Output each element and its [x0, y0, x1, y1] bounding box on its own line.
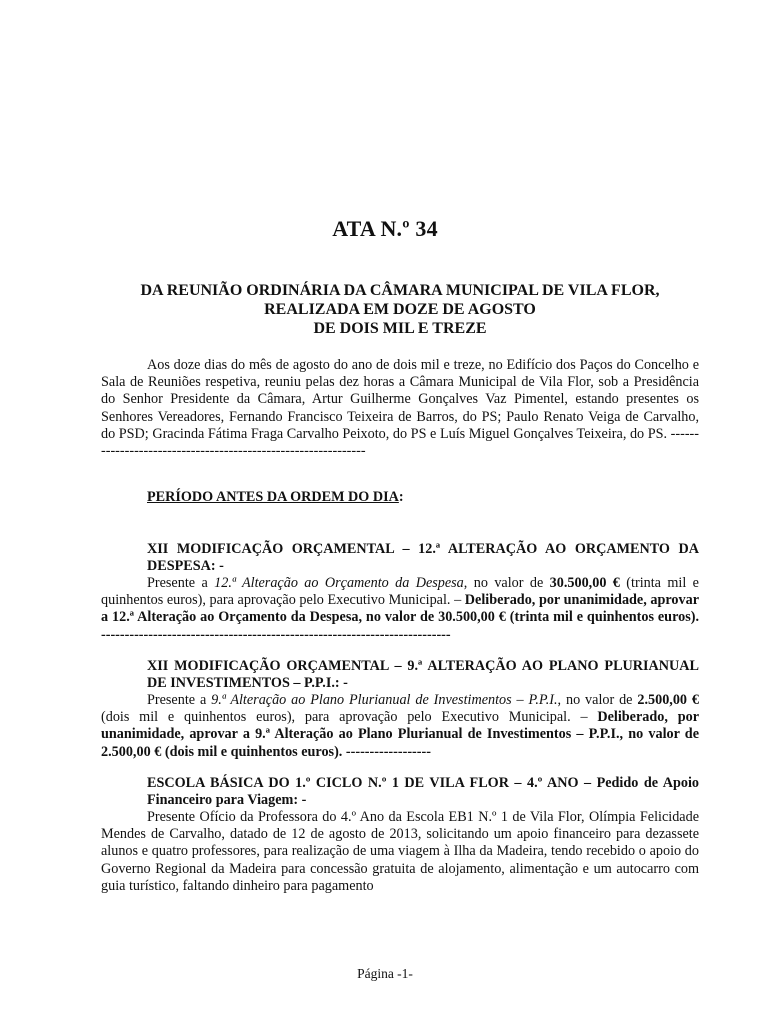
item2-heading: XII MODIFICAÇÃO ORÇAMENTAL – 9.ª ALTERAÇÃO AO PLANO PLURIANUAL DE INVESTIMENTOS – P.P.I.: -: [147, 658, 699, 692]
item2-intro: Presente a: [147, 692, 212, 708]
item1-heading: XII MODIFICAÇÃO ORÇAMENTAL – 12.ª ALTERAÇÃO AO ORÇAMENTO DA DESPESA: -: [147, 541, 699, 575]
item3-paragraph: Presente Ofício da Professora do 4.º Ano da Escola EB1 N.º 1 de Vila Flor, Olímpia Felicidade Mendes de Carvalho, datado de 12 de agosto de 2013, solicitando um apoio financeiro para dezassete alunos e quatro professores, para realização de uma viagem à Ilha da Madeira, tendo recebido o apoio do Governo Regional da Madeira para concessão gratuita de alojamento, alimentação e um autocarro com guia turístico, faltando dinheiro para pagamento: [101, 809, 699, 894]
item2-deliberation: Deliberado, por unanimidade, aprovar a 9.ª Alteração ao Plano Plurianual de Investimentos – P.P.I., no valor de 2.500,00 € (dois mil e quinhentos euros). ------------------: [101, 709, 699, 760]
item1-intro: Presente a: [147, 575, 215, 591]
item2-value: 2.500,00 €: [637, 692, 699, 708]
document-subtitle: [100, 281, 700, 338]
item2-rest: (dois mil e quinhentos euros), para aprovação pelo Executivo Municipal. –: [101, 709, 598, 726]
item1-mid: , no valor de: [463, 575, 550, 591]
opening-paragraph: Aos doze dias do mês de agosto do ano de dois mil e treze, no Edifício dos Paços do Concelho e Sala de Reuniões respetiva, reuniu pelas dez horas a Câmara Municipal de Vila Flor, sob a Presidência do Senhor Presidente da Câmara, Artur Guilherme Gonçalves Vaz Pimentel, estando presentes os Senhores Vereadores, Fernando Francisco Teixeira de Barros, do PS; Paulo Renato Veiga de Carvalho, do PSD; Gracinda Fátima Fraga Carvalho Peixoto, do PS e Luís Miguel Gonçalves Teixeira, do PS. --------------------------------------------------------------: [101, 357, 699, 460]
item1-value: 30.500,00 €: [549, 575, 620, 591]
subtitle-line: REALIZADA EM DOZE DE AGOSTO: [264, 301, 536, 318]
period-heading-colon: :: [398, 489, 404, 505]
item3-heading: ESCOLA BÁSICA DO 1.º CICLO N.º 1 DE VILA FLOR – 4.º ANO – Pedido de Apoio Financeiro para Viagem: -: [147, 775, 699, 809]
period-heading-text: PERÍODO ANTES DA ORDEM DO DIA: [147, 489, 399, 505]
item1-paragraph: [101, 575, 699, 644]
subtitle-line: DA REUNIÃO ORDINÁRIA DA CÂMARA MUNICIPAL DE VILA FLOR,: [140, 282, 660, 299]
item1-italic: 12.ª Alteração ao Orçamento da Despesa: [214, 575, 464, 591]
item1-rest: (trinta mil e quinhentos euros), para aprovação pelo Executivo Municipal. –: [101, 575, 699, 609]
subtitle-line: DE DOIS MIL E TREZE: [313, 320, 487, 337]
item2-paragraph: [101, 692, 699, 761]
page-footer: Página -1-: [357, 966, 413, 981]
item2-mid: , no valor de: [557, 692, 638, 708]
item1-deliberation: Deliberado, por unanimidade, aprovar a 12.ª Alteração ao Orçamento da Despesa, no valor de 30.500,00 € (trinta mil e quinhentos euros). --------------------------------------------------------------------------: [101, 592, 699, 643]
period-heading: [147, 489, 404, 506]
item2-italic: 9.ª Alteração ao Plano Plurianual de Investimentos – P.P.I.: [211, 692, 558, 708]
document-title: ATA N.º 34: [332, 216, 438, 241]
